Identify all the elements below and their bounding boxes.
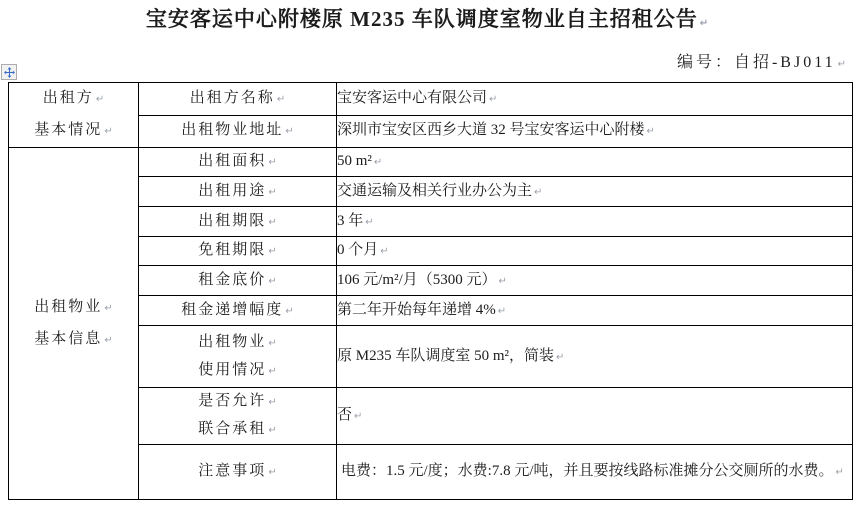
paragraph-mark: ↵ — [365, 216, 374, 228]
paragraph-mark: ↵ — [104, 302, 113, 314]
row-label: 注意事项 — [198, 463, 267, 479]
value-cell-base-rent — [337, 266, 853, 296]
rental-info-table — [8, 82, 853, 500]
value-cell-property-usage-status — [337, 326, 853, 388]
row-label: 出租物业 — [198, 333, 267, 350]
row-value: 106 元/m²/月（5300 元） — [337, 271, 497, 288]
row-value: 深圳市宝安区西乡大道 32 号宝安客运中心附楼 — [337, 122, 645, 139]
label-cell-rent-free-period — [139, 237, 337, 266]
group-label-line: 出租物业 — [34, 298, 103, 315]
label-cell-property-address — [139, 115, 337, 148]
group-cell-lessor-basic-info — [9, 83, 139, 148]
row-value: 否 — [337, 407, 353, 423]
paragraph-mark: ↵ — [268, 216, 277, 228]
document-title-text: 宝安客运中心附楼原 M235 车队调度室物业自主招租公告 — [145, 7, 698, 31]
group-cell-property-basic-info — [9, 148, 139, 500]
doc-number-text: 编号：自招-BJ011 — [676, 54, 836, 71]
row-label: 使用情况 — [198, 361, 267, 378]
label-cell-base-rent — [139, 266, 337, 296]
row-value: 宝安客运中心有限公司 — [337, 89, 488, 106]
row-value: 0 个月 — [337, 242, 379, 258]
label-cell-rent-increase-rate — [139, 296, 337, 326]
paragraph-mark: ↵ — [268, 467, 277, 478]
row-label: 是否允许 — [198, 393, 267, 409]
paragraph-mark: ↵ — [534, 186, 543, 198]
paragraph-mark: ↵ — [380, 246, 389, 257]
paragraph-mark: ↵ — [646, 126, 655, 138]
paragraph-mark: ↵ — [104, 334, 113, 346]
table-move-handle-icon[interactable] — [1, 64, 17, 80]
row-label: 出租面积 — [198, 153, 267, 169]
label-cell-rental-use — [139, 177, 337, 207]
row-label: 出租物业地址 — [181, 122, 284, 139]
paragraph-mark: ↵ — [268, 246, 277, 257]
row-label: 出租期限 — [198, 212, 267, 229]
paragraph-mark: ↵ — [268, 365, 277, 377]
group-label-line: 出租方 — [42, 90, 94, 106]
label-cell-joint-lease-allowed — [139, 388, 337, 445]
value-cell-lessor-name — [337, 83, 853, 116]
paragraph-mark: ↵ — [835, 467, 844, 478]
row-value: 第二年开始每年递增 4% — [337, 301, 496, 318]
label-cell-property-usage-status — [139, 326, 337, 388]
value-cell-rental-area — [337, 148, 853, 177]
paragraph-mark: ↵ — [285, 126, 294, 138]
row-value: 原 M235 车队调度室 50 m²，简装 — [337, 347, 555, 364]
row-label: 租金递增幅度 — [181, 301, 284, 318]
row-label: 出租方名称 — [189, 89, 275, 106]
paragraph-mark: ↵ — [268, 186, 277, 198]
doc-number — [0, 52, 846, 76]
row-label: 联合承租 — [198, 421, 267, 437]
table-row — [9, 148, 853, 177]
document-page — [0, 5, 854, 511]
group-label-line: 基本信息 — [34, 330, 103, 347]
group-label-line: 基本情况 — [34, 122, 103, 138]
label-cell-notes — [139, 445, 337, 500]
row-value: 电费：1.5 元/度；水费:7.8 元/吨，并且要按线路标准摊分公交厕所的水费。 — [341, 463, 834, 479]
value-cell-notes — [337, 445, 853, 500]
paragraph-mark: ↵ — [489, 93, 498, 105]
value-cell-property-address — [337, 115, 853, 148]
row-label: 出租用途 — [198, 182, 267, 199]
paragraph-mark: ↵ — [276, 93, 286, 105]
paragraph-mark: ↵ — [268, 337, 277, 349]
paragraph-mark: ↵ — [268, 397, 277, 408]
row-value: 50 m² — [337, 153, 372, 169]
label-cell-rental-area — [139, 148, 337, 177]
row-value: 交通运输及相关行业办公为主 — [337, 182, 533, 199]
value-cell-rent-increase-rate — [337, 296, 853, 326]
value-cell-joint-lease-allowed — [337, 388, 853, 445]
row-label: 租金底价 — [198, 271, 267, 288]
paragraph-mark: ↵ — [285, 305, 294, 317]
paragraph-mark: ↵ — [373, 157, 383, 168]
value-cell-rental-term — [337, 207, 853, 237]
table-row — [9, 83, 853, 116]
paragraph-mark: ↵ — [556, 351, 565, 363]
label-cell-lessor-name — [139, 83, 337, 116]
row-label: 免租期限 — [198, 242, 267, 258]
paragraph-mark: ↵ — [268, 425, 277, 436]
value-cell-rental-use — [337, 177, 853, 207]
move-arrows-icon — [4, 67, 15, 78]
paragraph-mark: ↵ — [268, 157, 277, 168]
document-title — [0, 5, 854, 38]
value-cell-rent-free-period — [337, 237, 853, 266]
paragraph-mark: ↵ — [95, 94, 105, 105]
paragraph-mark: ↵ — [699, 18, 709, 29]
row-value: 3 年 — [337, 212, 364, 229]
label-cell-rental-term — [139, 207, 337, 237]
paragraph-mark: ↵ — [354, 411, 363, 422]
paragraph-mark: ↵ — [268, 275, 277, 287]
paragraph-mark: ↵ — [497, 305, 507, 317]
paragraph-mark: ↵ — [498, 275, 507, 287]
paragraph-mark: ↵ — [837, 59, 846, 70]
paragraph-mark: ↵ — [104, 126, 113, 137]
